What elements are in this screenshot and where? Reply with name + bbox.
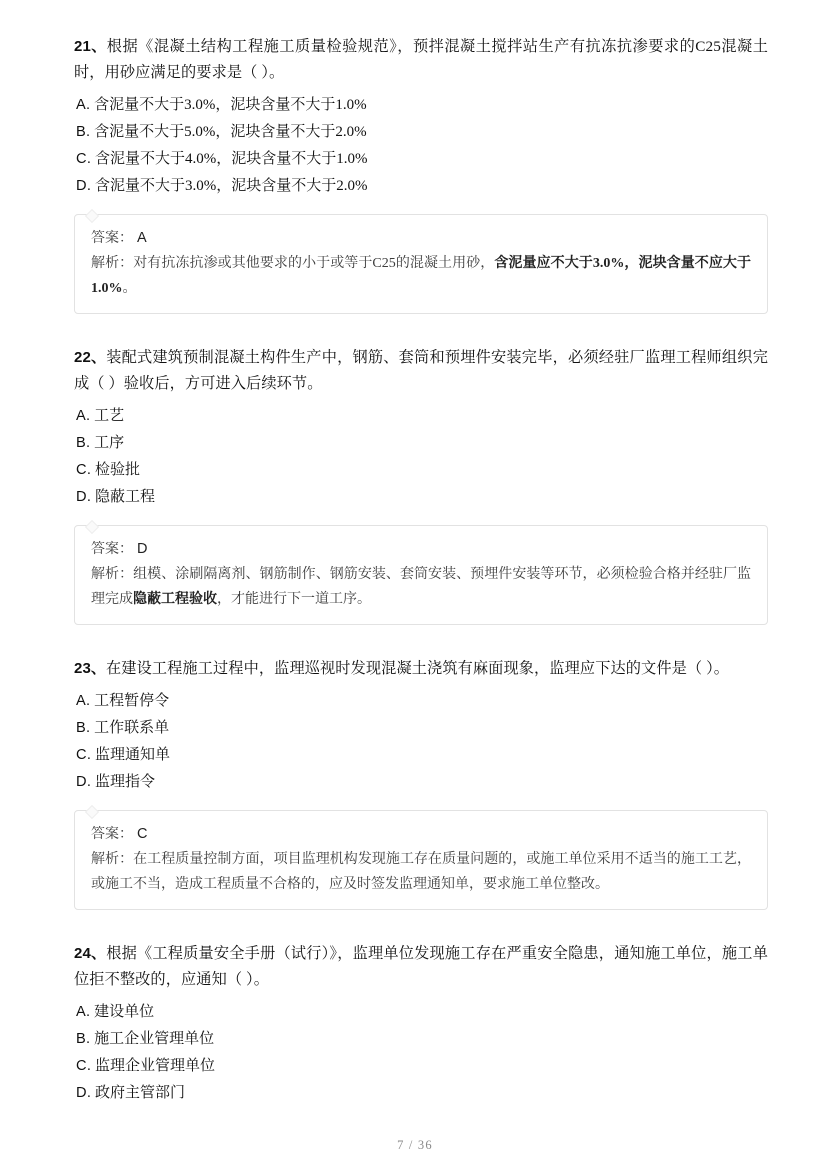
answer-label: 答案： (91, 231, 133, 246)
question-number: 24、 (74, 945, 107, 962)
option-text: 隐蔽工程 (94, 489, 155, 505)
question-block-21 (74, 34, 768, 314)
question-stem-text: 根据《混凝土结构工程施工质量检验规范》，预拌混凝土搅拌站生产有抗冻抗渗要求的C25混凝土时，用砂应满足的要求是（ ）。 (74, 38, 768, 81)
explanation-post: ，才能进行下一道工序。 (217, 592, 371, 607)
question-block-23 (74, 656, 768, 910)
answer-label: 答案： (91, 827, 133, 842)
question-separator (74, 314, 768, 345)
option-c[interactable] (74, 457, 768, 484)
option-a[interactable] (74, 92, 768, 119)
question-stem-text: 在建设工程施工过程中，监理巡视时发现混凝土浇筑有麻面现象，监理应下达的文件是（ ）。 (106, 660, 730, 677)
option-text: 工序 (94, 435, 125, 451)
option-text: 施工企业管理单位 (94, 1031, 215, 1047)
option-text: 检验批 (94, 462, 140, 478)
option-text: 建设单位 (94, 1004, 155, 1020)
option-text: 监理通知单 (94, 747, 170, 763)
answer-explanation-box (74, 525, 768, 625)
option-text: 含泥量不大于5.0%，泥块含量不大于2.0% (94, 124, 367, 140)
answer-value: D (137, 541, 148, 557)
option-text: 监理指令 (94, 774, 155, 790)
page-footer: 7 / 36 (397, 1138, 433, 1152)
option-d[interactable] (74, 484, 768, 511)
option-letter: A. (76, 97, 91, 113)
question-stem (74, 941, 768, 993)
option-letter: C. (76, 1058, 92, 1074)
option-letter: D. (76, 178, 92, 194)
option-b[interactable] (74, 715, 768, 742)
option-letter: D. (76, 774, 92, 790)
option-d[interactable] (74, 173, 768, 200)
option-letter: B. (76, 435, 91, 451)
explanation-pre: 在工程质量控制方面，项目监理机构发现施工存在质量问题的，或施工单位采用不适当的施工工艺，或施工不当，造成工程质量不合格的，应及时签发监理通知单，要求施工单位整改。 (91, 852, 752, 892)
option-c[interactable] (74, 1053, 768, 1080)
option-letter: C. (76, 151, 92, 167)
answer-explanation-box (74, 810, 768, 910)
option-b[interactable] (74, 1026, 768, 1053)
option-a[interactable] (74, 688, 768, 715)
option-letter: A. (76, 693, 91, 709)
option-text: 工作联系单 (94, 720, 170, 736)
option-text: 含泥量不大于4.0%，泥块含量不大于1.0% (94, 151, 368, 167)
option-text: 含泥量不大于3.0%，泥块含量不大于2.0% (94, 178, 368, 194)
answer-explanation-box (74, 214, 768, 314)
question-stem (74, 345, 768, 397)
option-a[interactable] (74, 403, 768, 430)
option-a[interactable] (74, 999, 768, 1026)
option-text: 工程暂停令 (94, 693, 170, 709)
explanation-post: 。 (122, 281, 137, 296)
option-b[interactable] (74, 119, 768, 146)
answer-line (91, 226, 751, 251)
explanation-pre: 组模、涂刷隔离剂、钢筋制作、钢筋安装、套筒安装、预埋件安装等环节，必须检验合格并经驻厂监理完成 (91, 567, 752, 607)
question-number: 21、 (74, 38, 107, 55)
option-letter: D. (76, 1085, 92, 1101)
option-c[interactable] (74, 146, 768, 173)
option-letter: D. (76, 489, 92, 505)
explanation-line (91, 847, 751, 897)
question-separator (74, 625, 768, 656)
explanation-label: 解析： (91, 256, 134, 271)
question-number: 23、 (74, 660, 106, 677)
explanation-line (91, 562, 751, 612)
option-b[interactable] (74, 430, 768, 457)
question-number: 22、 (74, 349, 107, 366)
option-d[interactable] (74, 1080, 768, 1107)
question-stem-text: 根据《工程质量安全手册（试行）》，监理单位发现施工存在严重安全隐患，通知施工单位，施工单位拒不整改的，应通知（ ）。 (74, 945, 768, 988)
question-block-24 (74, 941, 768, 1107)
question-stem (74, 656, 768, 682)
option-c[interactable] (74, 742, 768, 769)
question-stem (74, 34, 768, 86)
answer-line (91, 822, 751, 847)
answer-label: 答案： (91, 542, 133, 557)
option-letter: C. (76, 747, 92, 763)
explanation-pre: 对有抗冻抗渗或其他要求的小于或等于C25的混凝土用砂， (133, 256, 495, 271)
option-letter: B. (76, 720, 91, 736)
explanation-emphasis: 隐蔽工程验收 (133, 592, 217, 607)
option-letter: B. (76, 1031, 91, 1047)
option-text: 政府主管部门 (94, 1085, 185, 1101)
answer-value: C (137, 826, 148, 842)
option-d[interactable] (74, 769, 768, 796)
answer-value: A (137, 230, 147, 246)
question-block-22 (74, 345, 768, 625)
explanation-line (91, 251, 751, 301)
question-separator (74, 910, 768, 941)
explanation-label: 解析： (91, 567, 134, 582)
explanation-label: 解析： (91, 852, 134, 867)
option-text: 工艺 (94, 408, 125, 424)
question-stem-text: 装配式建筑预制混凝土构件生产中，钢筋、套筒和预埋件安装完毕，必须经驻厂监理工程师组织完成（ ）验收后，方可进入后续环节。 (74, 349, 768, 392)
option-letter: A. (76, 1004, 91, 1020)
answer-line (91, 537, 751, 562)
explanation-emphasis: 含泥量应不大于3.0%，泥块含量不应大于1.0% (91, 256, 752, 296)
option-letter: A. (76, 408, 91, 424)
option-text: 监理企业管理单位 (94, 1058, 215, 1074)
option-letter: B. (76, 124, 91, 140)
option-text: 含泥量不大于3.0%，泥块含量不大于1.0% (94, 97, 367, 113)
option-letter: C. (76, 462, 92, 478)
